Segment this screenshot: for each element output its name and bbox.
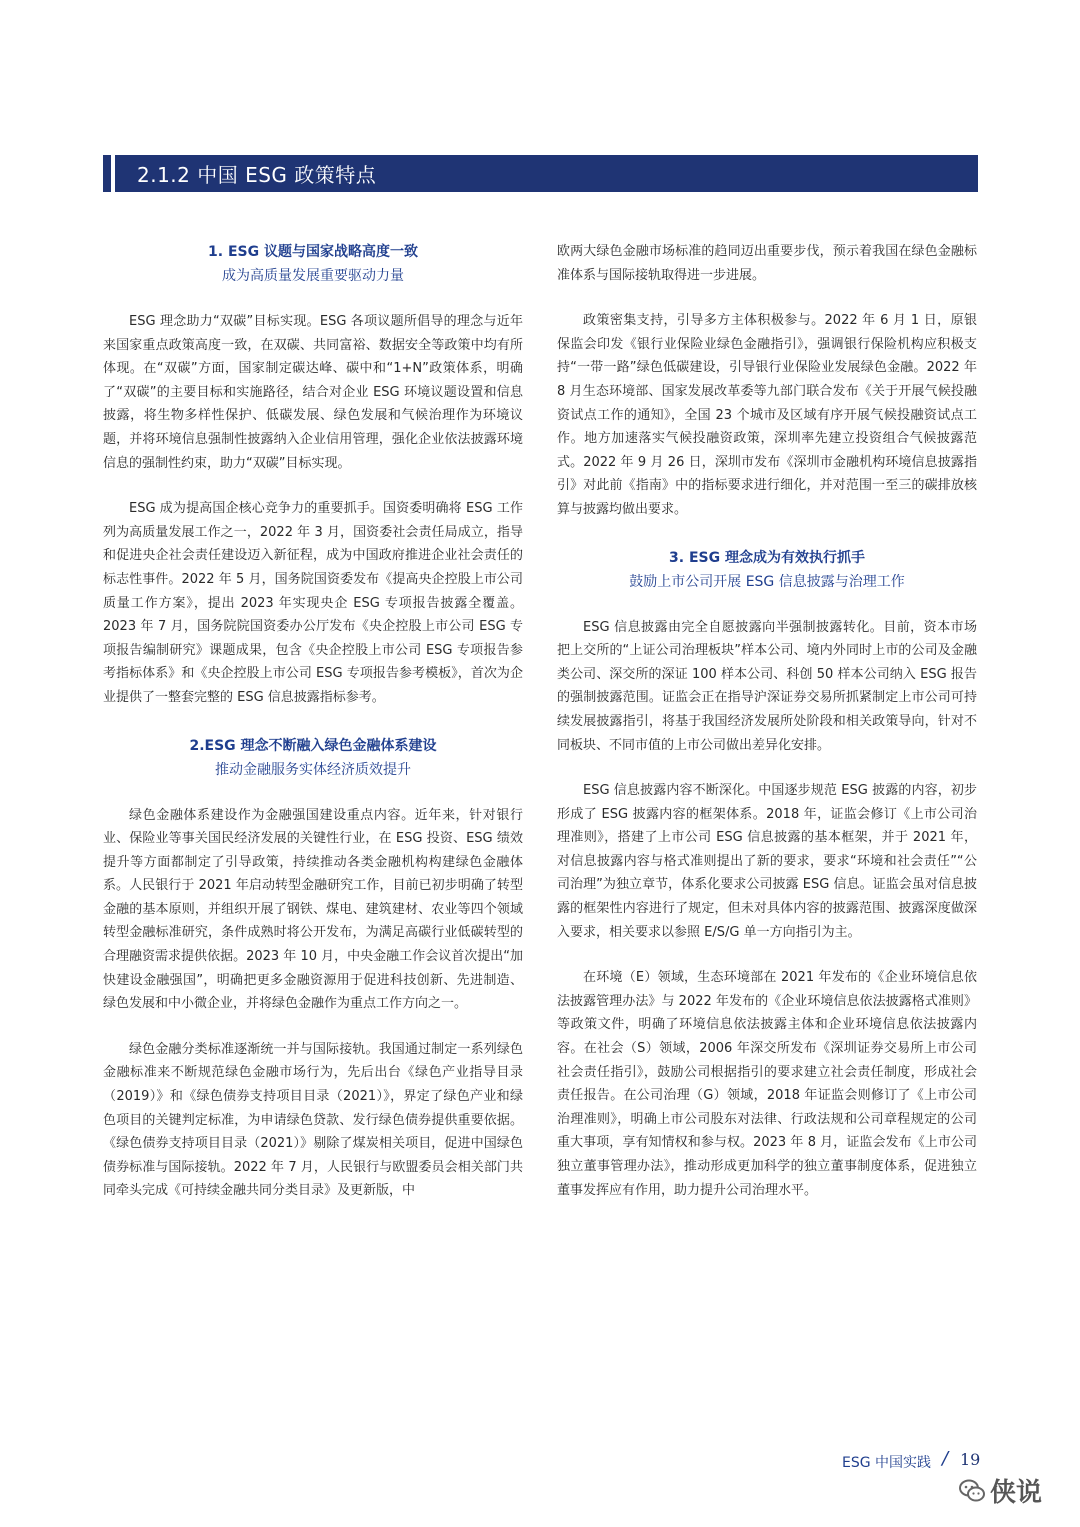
section-heading-2 — [103, 734, 523, 782]
section-banner — [103, 155, 978, 192]
section-heading-3 — [557, 546, 977, 594]
paragraph: 在环境（E）领域，生态环境部在 2021 年发布的《企业环境信息依法披露管理办法》与 2022 年发布的《企业环境信息依法披露格式准则》等政策文件，明确了环境信息依法披露主体和企业环境信息依法披露内容。在社会（S）领域，2006 年深交所发布《深圳证券交易所上市公司社会责任指引》，鼓励公司根据指引的要求建立社会责任制度，形成社会责任报告。在公司治理（G）领域，2018 年证监会则修订了《上市公司治理准则》，明确上市公司股东对法律、行政法规和公司章程规定的公司重大事项，享有知情权和参与权。2023 年 8 月，证监会发布《上市公司独立董事管理办法》，推动形成更加科学的独立董事制度体系，促进独立董事发挥应有作用，助力提升公司治理水平。 — [557, 970, 977, 1198]
section-heading-2-title: 2.ESG 理念不断融入绿色金融体系建设 — [189, 737, 437, 754]
section-heading-3-subtitle: 鼓励上市公司开展 ESG 信息披露与治理工作 — [629, 573, 905, 590]
banner-accent-bar — [111, 155, 115, 192]
right-column — [557, 240, 977, 1202]
section-heading-3-title: 3. ESG 理念成为有效执行抓手 — [669, 549, 865, 566]
section-title: 2.1.2 中国 ESG 政策特点 — [137, 163, 377, 187]
paragraph: ESG 信息披露内容不断深化。中国逐步规范 ESG 披露的内容，初步形成了 ESG 披露内容的框架体系。2018 年，证监会修订《上市公司治理准则》，搭建了上市公司 ESG 信息披露的基本框架，并于 2021 年，对信息披露内容与格式准则提出了新的要求，要求“环境和社会责任”“公司治理”为独立章节，体系化要求公司披露 ESG 信息。证监会虽对信息披露的框架性内容进行了规定，但未对具体内容的披露范围、披露深度做深入要求，相关要求以参照 E/S/G 单一方向指引为主。 — [557, 783, 977, 940]
page-number: 19 — [960, 1450, 981, 1469]
footer-slash: / — [942, 1448, 949, 1469]
section-heading-2-subtitle: 推动金融服务实体经济质效提升 — [215, 761, 411, 778]
section-heading-1-subtitle: 成为高质量发展重要驱动力量 — [222, 268, 404, 284]
paragraph: 政策密集支持，引导多方主体积极参与。2022 年 6 月 1 日，原银保监会印发《银行业保险业绿色金融指引》，强调银行保险机构应积极支持“一带一路”绿色低碳建设，引导银行业保险业发展绿色金融。2022 年 8 月生态环境部、国家发展改革委等九部门联合发布《关于开展气候投融资试点工作的通知》，全国 23 个城市及区域有序开展气候投融资试点工作。地方加速落实气候投融资政策，深圳率先建立投资组合气候披露范式。2022 年 9 月 26 日，深圳市发布《深圳市金融机构环境信息披露指引》对此前《指南》中的指标要求进行细化，并对范围一至三的碳排放核算与披露均做出要求。 — [557, 313, 977, 517]
paragraph: ESG 成为提高国企核心竞争力的重要抓手。国资委明确将 ESG 工作列为高质量发展工作之一，2022 年 3 月，国资委社会责任局成立，指导和促进央企社会责任建设迈入新征程，成为中国政府推进企业社会责任的标志性事件。2022 年 5 月，国务院国资委发布《提高央企控股上市公司质量工作方案》，提出 2023 年实现央企 ESG 专项报告披露全覆盖。2023 年 7 月，国务院院国资委办公厅发布《央企控股上市公司 ESG 专项报告编制研究》课题成果，包含《央企控股上市公司 ESG 专项报告参考指标体系》和《央企控股上市公司 ESG 专项报告参考模板》，首次为企业提供了一整套完整的 ESG 信息披露指标参考。 — [103, 501, 523, 705]
section-heading-1 — [103, 240, 523, 288]
watermark — [958, 1472, 1042, 1509]
wechat-icon — [958, 1477, 986, 1505]
paragraph: ESG 信息披露由完全自愿披露向半强制披露转化。目前，资本市场把上交所的“上证公司治理板块”样本公司、境内外同时上市的公司及金融类公司、深交所的深证 100 样本公司、科创 50 样本公司纳入 ESG 报告的强制披露范围。证监会正在指导沪深证券交易所抓紧制定上市公司可持续发展披露指引，将基于我国经济发展所处阶段和相关政策导向，针对不同板块、不同市值的上市公司做出差异化安排。 — [557, 619, 977, 753]
section-heading-1-title: 1. ESG 议题与国家战略高度一致 — [208, 244, 418, 260]
footer-label: ESG 中国实践 — [842, 1455, 932, 1471]
paragraph: ESG 理念助力“双碳”目标实现。ESG 各项议题所倡导的理念与近年来国家重点政策高度一致，在双碳、共同富裕、数据安全等政策中均有所体现。在“双碳”方面，国家制定碳达峰、碳中和“1+N”政策体系，明确了“双碳”的主要目标和实施路径，结合对企业 ESG 环境议题设置和信息披露，将生物多样性保护、低碳发展、绿色发展和气候治理作为环境议题，并将环境信息强制性披露纳入企业信用管理，强化企业依法披露环境信息的强制性约束，助力“双碳”目标实现。 — [103, 314, 523, 471]
left-column — [103, 240, 523, 1203]
paragraph: 绿色金融分类标准逐渐统一并与国际接轨。我国通过制定一系列绿色金融标准来不断规范绿色金融市场行为，先后出台《绿色产业指导目录（2019）》和《绿色债券支持项目目录（2021）》，界定了绿色产业和绿色项目的关键判定标准，为申请绿色贷款、发行绿色债券提供重要依据。《绿色债券支持项目目录（2021）》剔除了煤炭相关项目，促进中国绿色债券标准与国际接轨。2022 年 7 月，人民银行与欧盟委员会相关部门共同牵头完成《可持续金融共同分类目录》及更新版，中 — [103, 1041, 523, 1199]
paragraph: 绿色金融体系建设作为金融强国建设重点内容。近年来，针对银行业、保险业等事关国民经济发展的关键性行业，在 ESG 投资、ESG 绩效提升等方面都制定了引导政策，持续推动各类金融机构构建绿色金融体系。人民银行于 2021 年启动转型金融研究工作，目前已初步明确了转型金融的基本原则，并组织开展了钢铁、煤电、建筑建材、农业等四个领域转型金融标准研究，条件成熟时将公开发布，为满足高碳行业低碳转型的合理融资需求提供依据。2023 年 10 月，中央金融工作会议首次提出“加快建设金融强国”，明确把更多金融资源用于促进科技创新、先进制造、绿色发展和中小微企业，并将绿色金融作为重点工作方向之一。 — [103, 807, 523, 1012]
paragraph-continuation: 欧两大绿色金融市场标准的趋同迈出重要步伐，预示着我国在绿色金融标准体系与国际接轨取得进一步进展。 — [557, 244, 977, 283]
watermark-text: 侠说 — [990, 1478, 1043, 1508]
